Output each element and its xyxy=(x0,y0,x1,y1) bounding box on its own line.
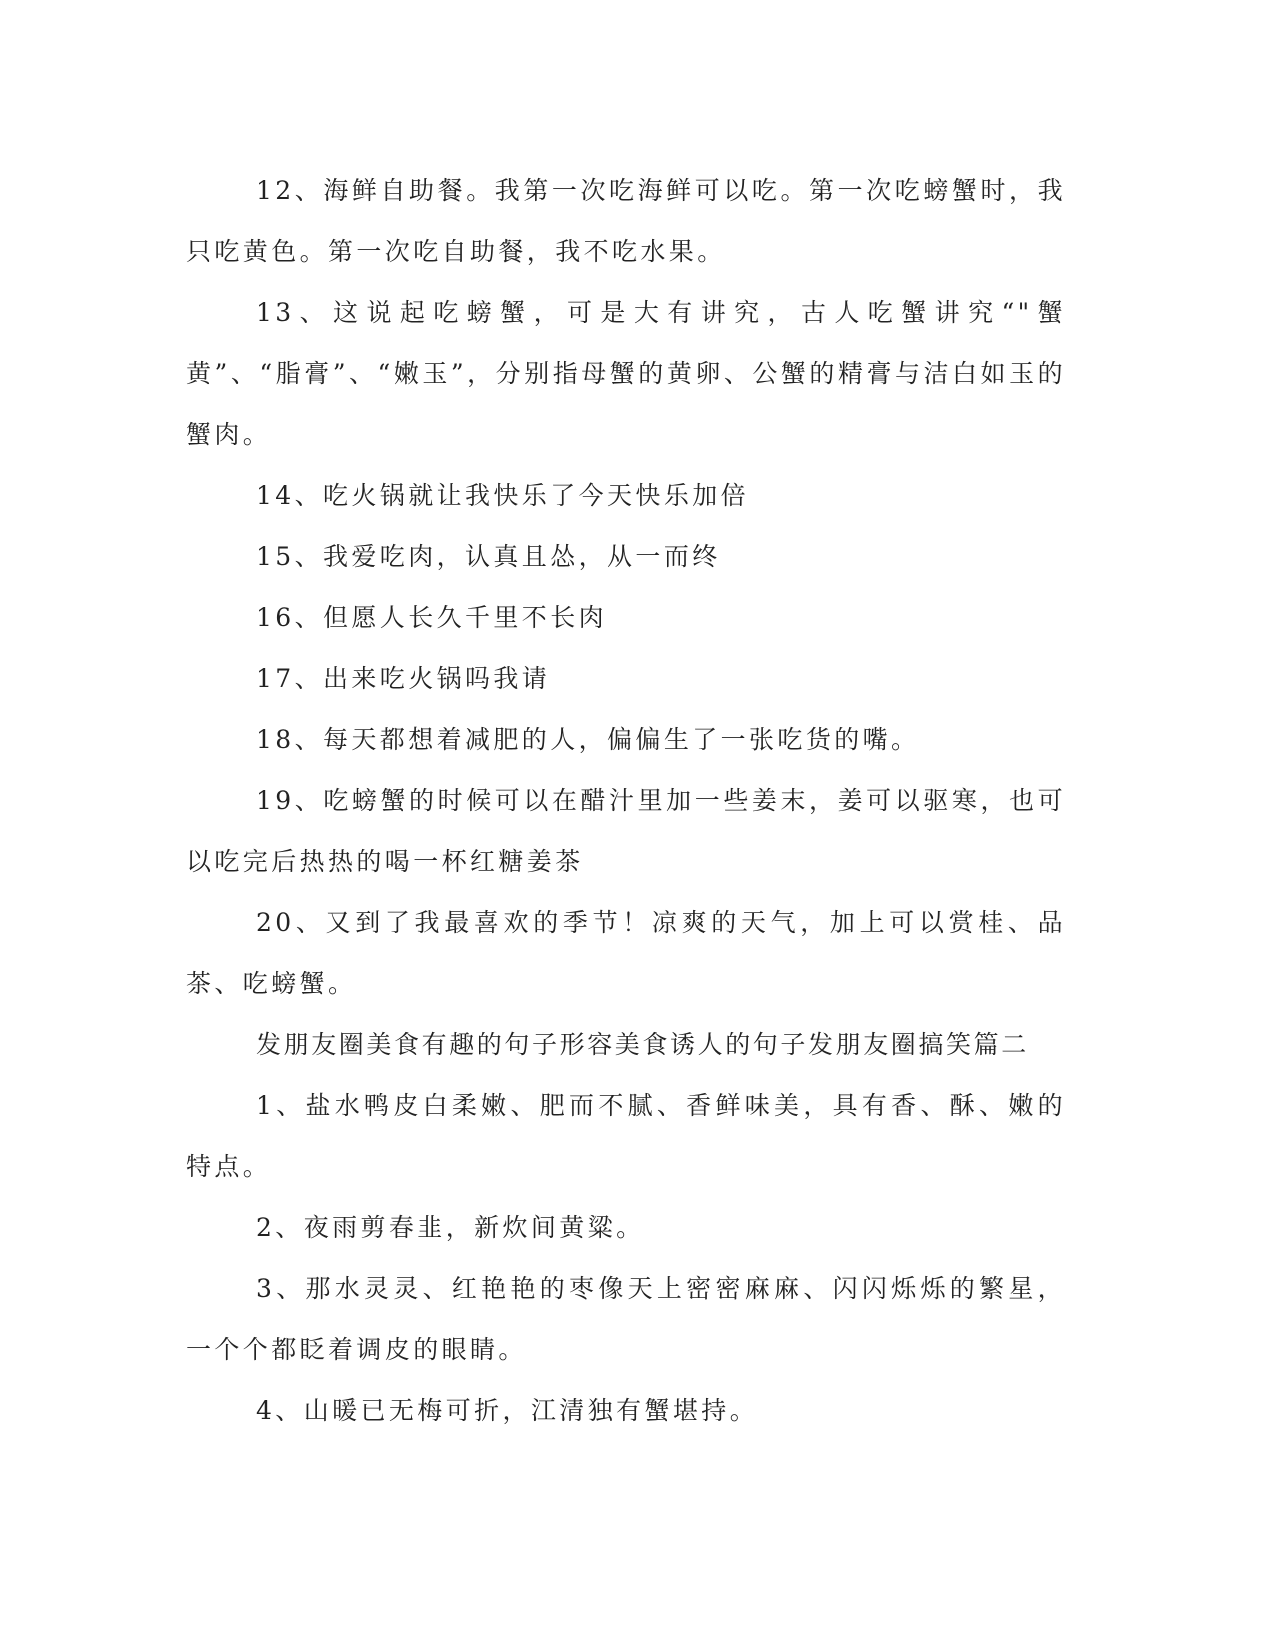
paragraph-12: 12、海鲜自助餐。我第一次吃海鲜可以吃。第一次吃螃蟹时，我只吃黄色。第一次吃自助餐，我不吃水果。 xyxy=(186,176,1066,266)
paragraph-20: 20、又到了我最喜欢的季节！凉爽的天气，加上可以赏桂、品茶、吃螃蟹。 xyxy=(186,908,1066,998)
paragraph-15: 15、我爱吃肉，认真且怂，从一而终 xyxy=(256,542,721,571)
paragraph-14: 14、吃火锅就让我快乐了今天快乐加倍 xyxy=(256,481,750,510)
section-title: 发朋友圈美食有趣的句子形容美食诱人的句子发朋友圈搞笑篇二 xyxy=(256,1030,1029,1059)
document-body xyxy=(186,160,1066,1441)
paragraph-16: 16、但愿人长久千里不长肉 xyxy=(256,603,608,632)
paragraph-2-1: 1、盐水鸭皮白柔嫩、肥而不腻、香鲜味美，具有香、酥、嫩的特点。 xyxy=(186,1091,1066,1181)
paragraph-19: 19、吃螃蟹的时候可以在醋汁里加一些姜末，姜可以驱寒，也可以吃完后热热的喝一杯红糖姜茶 xyxy=(186,786,1066,876)
paragraph-2-3: 3、那水灵灵、红艳艳的枣像天上密密麻麻、闪闪烁烁的繁星，一个个都眨着调皮的眼睛。 xyxy=(186,1274,1066,1364)
paragraph-13: 13、这说起吃螃蟹，可是大有讲究，古人吃蟹讲究“"蟹黄”、“脂膏”、“嫩玉”，分别指母蟹的黄卵、公蟹的精膏与洁白如玉的蟹肉。 xyxy=(186,298,1066,449)
paragraph-2-4: 4、山暖已无梅可折，江清独有蟹堪持。 xyxy=(256,1396,759,1425)
paragraph-18: 18、每天都想着减肥的人，偏偏生了一张吃货的嘴。 xyxy=(256,725,920,754)
paragraph-17: 17、出来吃火锅吗我请 xyxy=(256,664,551,693)
paragraph-2-2: 2、夜雨剪春韭，新炊间黄粱。 xyxy=(256,1213,645,1242)
